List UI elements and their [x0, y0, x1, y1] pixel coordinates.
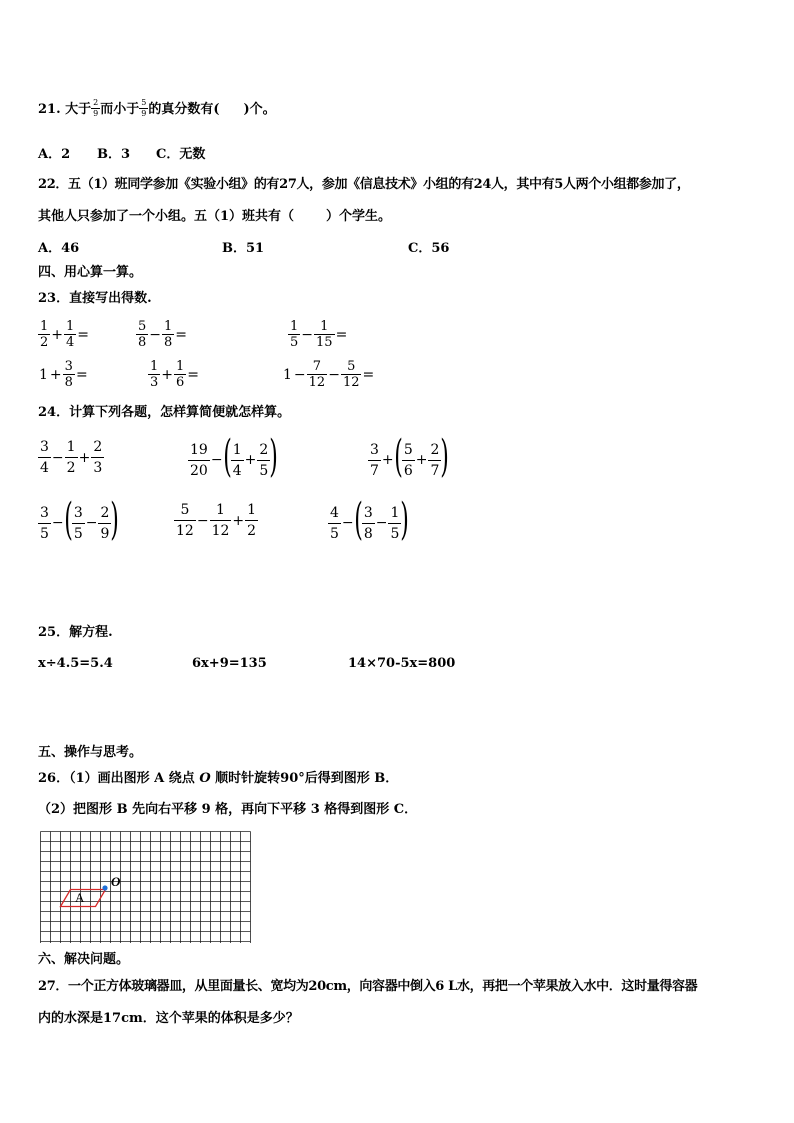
- right-paren: ): [110, 494, 120, 545]
- section-6-heading: 六、解决问题。: [38, 952, 130, 967]
- q21-text-2: 而小于: [100, 102, 140, 117]
- fraction: $\frac{7}{12}$: [308, 359, 326, 390]
- q24-expression-6: [328, 494, 410, 545]
- left-paren: (: [353, 494, 363, 545]
- fraction: $\frac{2}{3}$: [93, 439, 103, 476]
- fraction: $\frac{2}{7}$: [430, 441, 440, 479]
- equals-sign: =: [335, 326, 348, 343]
- fraction: $\frac{3}{7}$: [370, 441, 379, 479]
- fraction: $\frac{1}{4}$: [232, 441, 242, 479]
- q25-equation-3: 14×70-5x=800: [348, 656, 456, 671]
- operator: −: [149, 326, 162, 343]
- fraction: $\frac{2}{9}$: [100, 504, 110, 542]
- operator: +: [49, 366, 62, 383]
- fraction: $\frac{4}{5}$: [330, 504, 339, 542]
- operator: −: [51, 515, 64, 531]
- equals-sign: =: [175, 326, 188, 343]
- q25-title: 25．解方程.: [38, 625, 113, 640]
- q21-option-c[interactable]: C．无数: [156, 147, 206, 162]
- q23-item-2: [136, 320, 188, 349]
- q21-text-3: 的真分数有(: [148, 102, 220, 117]
- right-paren: ): [440, 431, 450, 482]
- q24-title: 24．计算下列各题，怎样算简便就怎样算。: [38, 405, 291, 420]
- operator: −: [375, 515, 388, 531]
- fraction: $\frac{2}{5}$: [259, 441, 269, 479]
- fraction: $\frac{1}{5}$: [390, 504, 400, 542]
- q21-fraction-2: $\frac{5}{9}$: [141, 98, 147, 118]
- operator: −: [328, 366, 340, 383]
- q23-item-3: [288, 320, 348, 349]
- fraction: $\frac{1}{2}$: [247, 502, 257, 539]
- left-paren: (: [222, 431, 232, 482]
- operator: −: [341, 515, 354, 531]
- fraction: $\frac{1}{2}$: [40, 319, 49, 350]
- fraction: $\frac{5}{12}$: [342, 359, 360, 390]
- point-o-text: O: [111, 874, 121, 889]
- operator: −: [85, 515, 98, 531]
- operator: +: [415, 452, 428, 468]
- q21-option-a[interactable]: A．2: [38, 147, 71, 162]
- whole-number: 1: [283, 366, 292, 383]
- section-5-heading: 五、操作与思考。: [38, 745, 143, 760]
- q23-item-5: [148, 360, 200, 389]
- q22-line-2-text: 其他人只参加了一个小组。五（1）班共有（: [38, 209, 295, 224]
- equals-sign: =: [77, 326, 90, 343]
- operator: +: [51, 326, 64, 343]
- fraction: $\frac{1}{6}$: [176, 359, 185, 390]
- q24-expression-3: [368, 431, 450, 482]
- right-paren: ): [400, 494, 410, 545]
- fraction: $\frac{3}{4}$: [40, 439, 49, 476]
- q25-equation-1: x÷4.5=5.4: [38, 656, 113, 671]
- q26-line-1-end: 顺时针旋转90°后得到图形 B．: [210, 771, 399, 786]
- equals-sign: =: [362, 366, 375, 383]
- q21-number: 21.: [38, 102, 61, 117]
- q22-line-2-end: ）个学生。: [326, 209, 392, 224]
- fraction: $\frac{3}{8}$: [363, 504, 373, 542]
- q26-line-1: [38, 772, 398, 785]
- fraction: $\frac{1}{5}$: [290, 319, 299, 350]
- fraction: $\frac{1}{15}$: [316, 319, 333, 350]
- operator: −: [210, 452, 223, 468]
- section-4-heading: 四、用心算一算。: [38, 265, 143, 280]
- shape-a-label: A: [75, 890, 85, 905]
- fraction: $\frac{5}{6}$: [403, 441, 413, 479]
- q22-option-b[interactable]: B．51: [222, 241, 265, 256]
- fraction: $\frac{5}{8}$: [138, 319, 147, 350]
- fraction: $\frac{3}{5}$: [73, 504, 83, 542]
- fraction: $\frac{3}{8}$: [64, 359, 73, 390]
- operator: +: [161, 366, 174, 383]
- right-paren: ): [269, 431, 279, 482]
- q23-item-6: [282, 360, 375, 389]
- q26-line-2: （2）把图形 B 先向右平移 9 格，再向下平移 3 格得到图形 C．: [38, 802, 418, 817]
- operator: +: [232, 512, 245, 529]
- fraction: $\frac{5}{12}$: [176, 502, 194, 539]
- operator: +: [78, 449, 91, 466]
- operator: −: [51, 449, 64, 466]
- q25-equation-2: 6x+9=135: [192, 656, 267, 671]
- q21-text-1: 大于: [65, 102, 92, 117]
- q21-option-b[interactable]: B．3: [97, 147, 131, 162]
- q21: [38, 100, 276, 119]
- fraction: $\frac{1}{4}$: [66, 319, 75, 350]
- q24-expression-4: [38, 494, 120, 545]
- q26-line-1-text: 26．（1）画出图形 A 绕点: [38, 771, 200, 786]
- rotation-grid: [40, 831, 254, 943]
- q22-line-1: 22．五（1）班同学参加《实验小组》的有27人，参加《信息技术》小组的有24人，其中有5人两个小组都参加了，: [38, 177, 690, 192]
- q24-expression-2: [188, 431, 279, 482]
- left-paren: (: [393, 431, 403, 482]
- fraction: $\frac{1}{3}$: [150, 359, 159, 390]
- operator: +: [381, 452, 394, 468]
- operator: −: [301, 326, 314, 343]
- q21-fraction-1: $\frac{2}{9}$: [93, 98, 99, 118]
- q22-line-2: [38, 210, 391, 223]
- equals-sign: =: [75, 366, 88, 383]
- q23-title: 23．直接写出得数.: [38, 291, 152, 306]
- operator: −: [196, 512, 209, 529]
- q21-text-4: )个。: [243, 102, 276, 117]
- q22-option-a[interactable]: A．46: [38, 241, 80, 256]
- q27-line-2: 内的水深是17cm．这个苹果的体积是多少？: [38, 1011, 299, 1026]
- operator: −: [293, 366, 306, 383]
- q24-expression-5: [174, 503, 258, 538]
- equals-sign: =: [187, 366, 200, 383]
- q22-option-c[interactable]: C．56: [408, 241, 450, 256]
- fraction: $\frac{1}{2}$: [66, 439, 76, 476]
- fraction: $\frac{1}{8}$: [164, 319, 173, 350]
- q27-line-1: 27．一个正方体玻璃器皿，从里面量长、宽均为20cm，向容器中倒入6 L水，再把一个苹果放入水中．这时量得容器: [38, 979, 698, 994]
- fraction: $\frac{3}{5}$: [40, 504, 49, 542]
- fraction: $\frac{19}{20}$: [190, 441, 208, 479]
- point-o-label: O: [199, 771, 211, 786]
- whole-number: 1: [39, 366, 48, 383]
- left-paren: (: [63, 494, 73, 545]
- point-o[interactable]: [102, 885, 107, 890]
- grid-lines: [41, 832, 251, 944]
- q23-item-4: [38, 360, 89, 389]
- operator: +: [244, 452, 257, 468]
- fraction: $\frac{1}{12}$: [211, 502, 230, 539]
- q24-expression-1: [38, 440, 104, 475]
- q23-item-1: [38, 320, 90, 349]
